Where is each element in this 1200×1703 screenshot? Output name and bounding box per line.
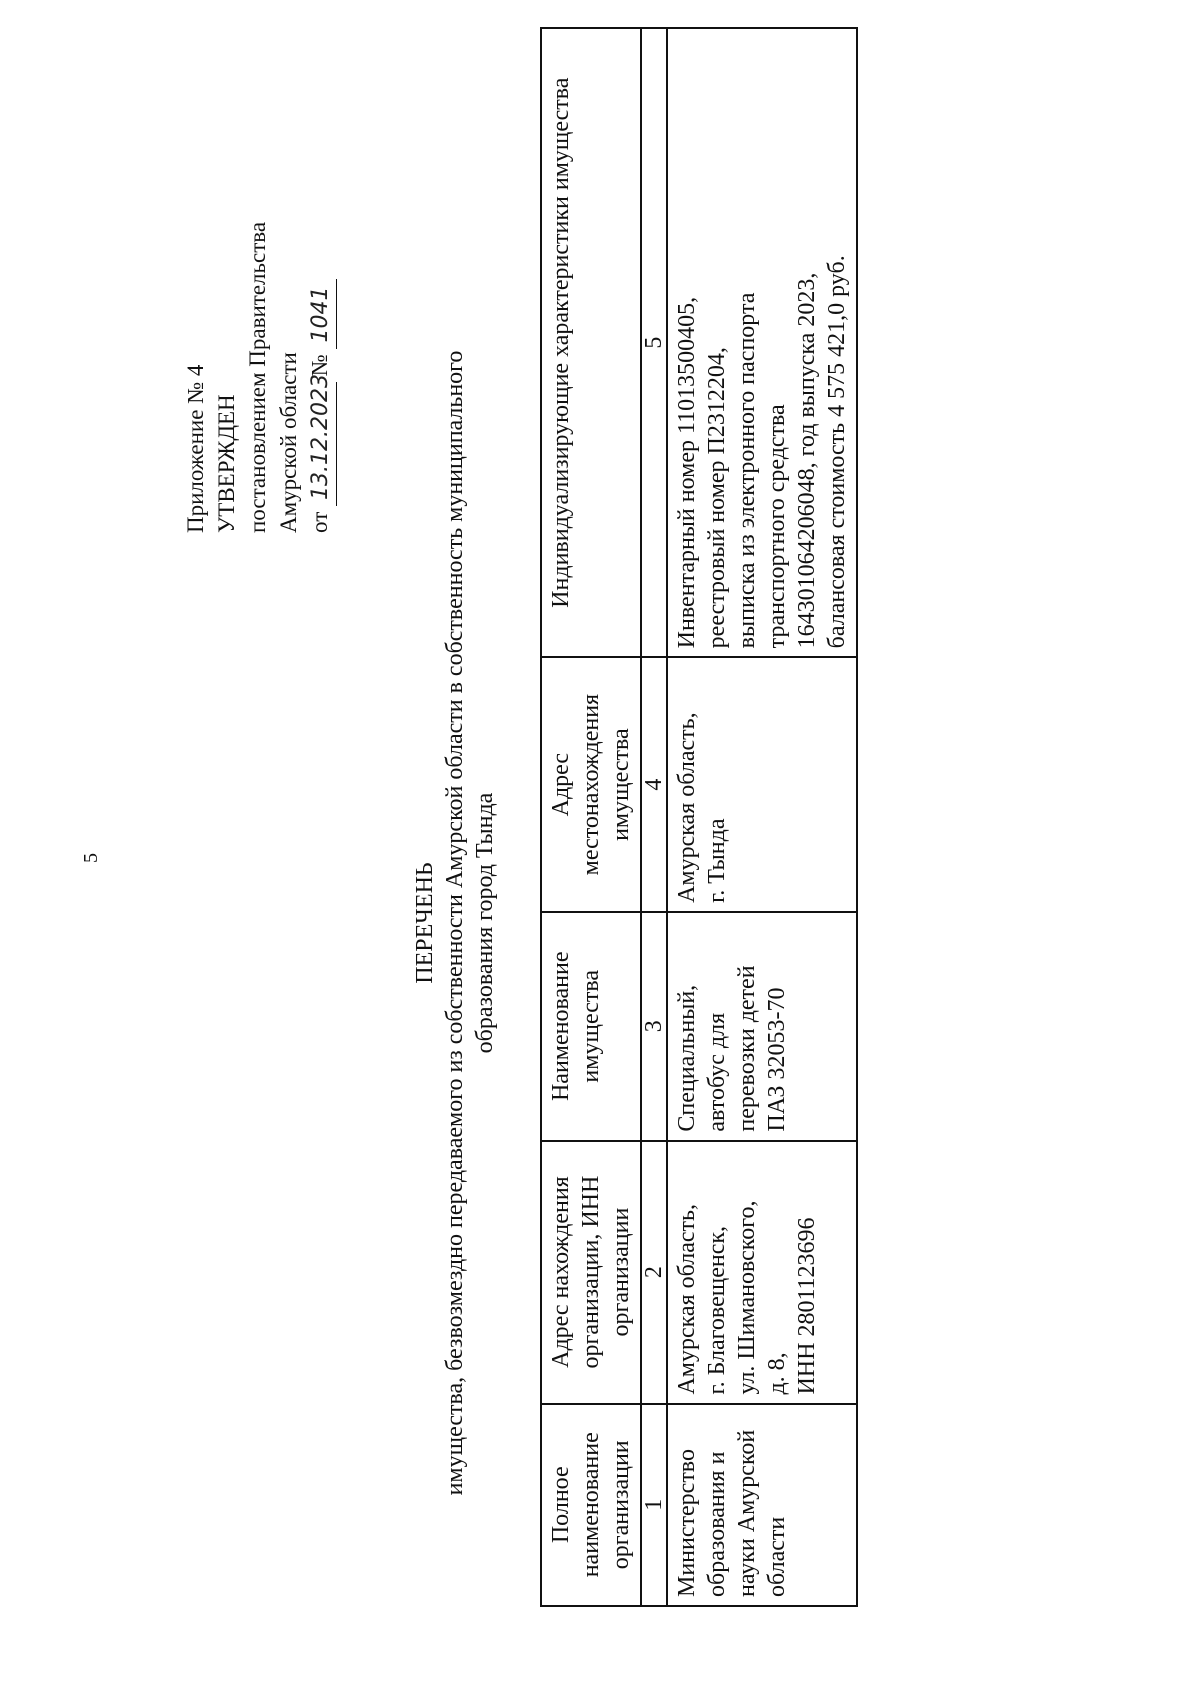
- table-column-numbers-row: [641, 28, 667, 1606]
- document-title: [410, 273, 500, 1573]
- handwritten-number: 1041: [305, 279, 337, 349]
- approval-stamp: [180, 53, 337, 533]
- date-number-line: [304, 53, 337, 533]
- title-subtitle-line1: имущества, безвозмездно передаваемого из собственности Амурской области в собственность муниципального: [442, 350, 468, 1496]
- header-org-address: Адрес нахождения организации, ИНН организации: [541, 1141, 641, 1404]
- cell-property-address: Амурская область, г. Тында: [667, 657, 857, 912]
- region-label: Амурской области: [276, 352, 301, 533]
- handwritten-date: 13.12.2023: [305, 382, 337, 506]
- column-number: 1: [641, 1404, 667, 1606]
- header-organization: Полное наименование организации: [541, 1404, 641, 1606]
- appendix-label: Приложение № 4: [183, 364, 208, 533]
- header-characteristics: Индивидуализирующие характеристики имущества: [541, 28, 641, 657]
- from-prefix: от: [307, 511, 332, 533]
- number-sign: №: [307, 354, 332, 377]
- approved-label: УТВЕРЖДЕН: [214, 394, 239, 533]
- column-number: 3: [641, 912, 667, 1141]
- page-number: 5: [80, 853, 102, 863]
- column-number: 4: [641, 657, 667, 912]
- title-subtitle-line2: образования город Тында: [472, 792, 498, 1054]
- cell-property-name: Специальный, автобус для перевозки детей ПАЗ 32053-70: [667, 912, 857, 1141]
- column-number: 2: [641, 1141, 667, 1404]
- column-number: 5: [641, 28, 667, 657]
- header-property-name: Наименование имущества: [541, 912, 641, 1141]
- cell-organization: Министерство образования и науки Амурской области: [667, 1404, 857, 1606]
- resolution-label: постановлением Правительства: [245, 221, 270, 533]
- header-property-address: Адрес местонахождения имущества: [541, 657, 641, 912]
- cell-characteristics: Инвентарный номер 11013500405, реестровый номер П2312204, выписка из электронного паспорта транспортного средства 164301064206048, год выпуска 2023, балансовая стоимость 4 575 421,0 руб.: [667, 28, 857, 657]
- cell-org-address: Амурская область, г. Благовещенск, ул. Шимановского, д. 8, ИНН 2801123696: [667, 1141, 857, 1404]
- table-row: [667, 28, 857, 1606]
- table-header-row: [541, 28, 641, 1606]
- title-heading: ПЕРЕЧЕНЬ: [412, 862, 438, 984]
- property-table: [540, 27, 858, 1607]
